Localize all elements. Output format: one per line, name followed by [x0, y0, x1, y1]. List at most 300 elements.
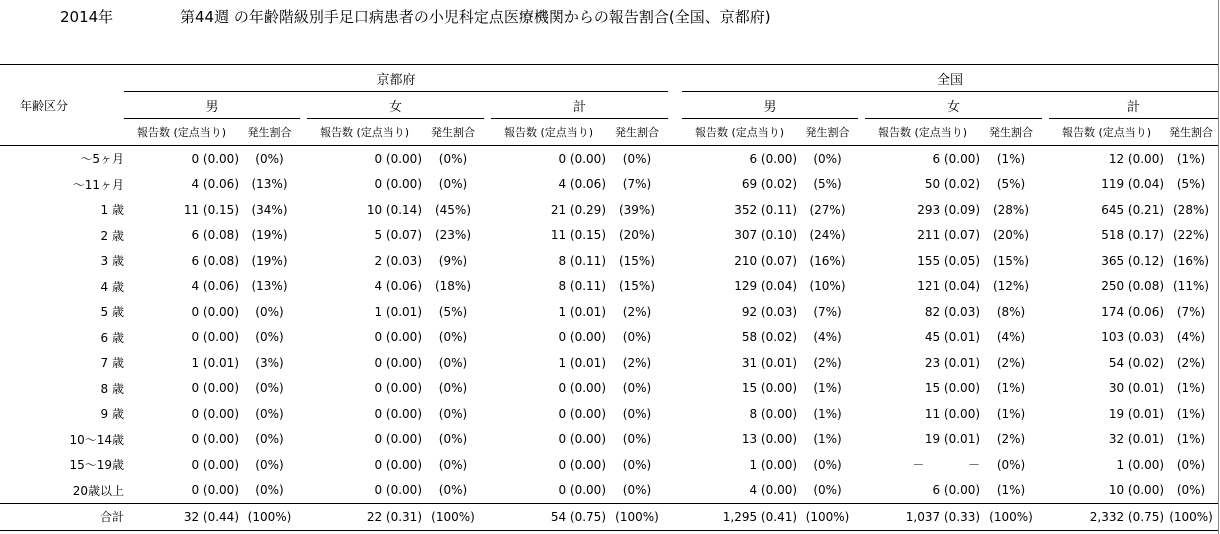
rate-cell: (12%)	[992, 279, 1030, 294]
reports-column-header: 報告数 (定点当り)	[694, 126, 785, 139]
report-count-cell: 0 (0.00)	[374, 355, 422, 370]
table-body	[0, 146, 1218, 531]
report-count-cell: 0 (0.00)	[374, 381, 422, 396]
rate-cell: (1%)	[980, 146, 1042, 172]
report-count-cell: 129 (0.04)	[734, 279, 798, 294]
rate-cell: (0%)	[438, 381, 468, 396]
rate-cell: (0%)	[438, 355, 468, 370]
report-table	[0, 64, 1218, 531]
spacer-cell	[858, 146, 865, 172]
year-label: 2014年	[60, 8, 114, 26]
rate-cell: (0%)	[255, 381, 284, 396]
rate-cell: (24%)	[809, 228, 846, 243]
rate-cell: (100%)	[422, 504, 484, 531]
report-count-cell: 0 (0.00)	[374, 330, 422, 345]
spacer-cell	[300, 376, 307, 402]
report-count-cell: 0 (0.00)	[374, 177, 422, 192]
report-count-cell: 0 (0.00)	[374, 406, 422, 421]
report-count-cell: 2 (0.03)	[374, 253, 422, 268]
report-count-cell: 12 (0.00)	[1049, 146, 1164, 172]
rate-cell: (0%)	[255, 432, 284, 447]
spacer-cell	[484, 197, 491, 223]
report-count-cell: 0 (0.00)	[191, 406, 239, 421]
rate-cell: (4%)	[813, 330, 842, 345]
rate-cell: (8%)	[996, 304, 1026, 319]
report-count-cell: 0 (0.00)	[558, 330, 606, 345]
report-count-cell: 0 (0.00)	[374, 432, 422, 447]
rate-cell: (7%)	[813, 304, 842, 319]
spacer-cell	[484, 427, 491, 453]
table-row	[0, 452, 1218, 478]
spacer-cell	[1042, 299, 1049, 325]
spacer-cell	[858, 504, 865, 531]
rate-cell: (0%)	[622, 432, 652, 447]
spacer-cell	[1042, 146, 1049, 172]
rate-cell: (3%)	[255, 355, 284, 370]
spacer-cell	[1042, 504, 1049, 531]
report-count-cell: 1,295 (0.41)	[682, 504, 797, 531]
spacer-cell	[668, 274, 682, 300]
spacer-cell	[484, 350, 491, 376]
spacer-cell	[300, 223, 307, 249]
rate-cell: (1%)	[1176, 432, 1206, 447]
report-count-cell: 50 (0.02)	[924, 177, 981, 192]
report-count-cell: 8 (0.00)	[749, 406, 798, 421]
report-count-cell: 82 (0.03)	[924, 304, 981, 319]
region-header-kyoto: 京都府	[124, 65, 668, 92]
report-count-cell: 0 (0.00)	[191, 457, 239, 472]
report-count-cell: 365 (0.12)	[1101, 253, 1165, 268]
age-label: ～11ヶ月	[72, 177, 124, 192]
report-count-cell: 1 (0.01)	[191, 355, 239, 370]
rate-cell: (19%)	[251, 253, 288, 268]
rate-cell: (2%)	[622, 304, 652, 319]
spacer-cell	[300, 248, 307, 274]
spacer-cell	[484, 452, 491, 478]
report-count-cell: － －	[912, 458, 981, 473]
rate-cell: (28%)	[992, 202, 1030, 217]
rate-cell: (0%)	[797, 146, 858, 172]
rate-cell: (100%)	[980, 504, 1042, 531]
report-count-cell: 4 (0.06)	[374, 279, 422, 294]
rate-cell: (0%)	[255, 457, 284, 472]
table-row	[0, 223, 1218, 249]
rate-cell: (0%)	[1176, 483, 1206, 498]
report-count-cell: 13 (0.00)	[741, 432, 798, 447]
rate-cell: (2%)	[996, 355, 1026, 370]
rate-column-header: 発生割合	[431, 126, 475, 139]
spacer-cell	[668, 350, 682, 376]
rate-cell: (0%)	[622, 406, 652, 421]
spacer-cell	[668, 325, 682, 351]
rate-cell: (0%)	[622, 330, 652, 345]
report-count-cell: 6 (0.00)	[682, 146, 797, 172]
rate-cell: (100%)	[797, 504, 858, 531]
rate-cell: (1%)	[1176, 406, 1206, 421]
rate-cell: (2%)	[1176, 355, 1206, 370]
spacer-cell	[300, 172, 307, 198]
rate-cell: (0%)	[813, 457, 842, 472]
report-count-cell: 518 (0.17)	[1101, 228, 1165, 243]
report-count-cell: 54 (0.02)	[1108, 355, 1165, 370]
report-count-cell: 0 (0.00)	[491, 146, 606, 172]
spacer-cell	[300, 504, 307, 531]
report-count-cell: 15 (0.00)	[924, 381, 981, 396]
rate-column-header: 発生割合	[1169, 126, 1214, 139]
rate-cell: (19%)	[251, 228, 288, 243]
report-count-cell: 0 (0.00)	[124, 146, 239, 172]
rate-cell: (0%)	[422, 146, 484, 172]
table-row	[0, 427, 1218, 453]
rate-cell: (10%)	[809, 279, 846, 294]
report-count-cell: 0 (0.00)	[191, 432, 239, 447]
spacer-cell	[300, 325, 307, 351]
rate-cell: (7%)	[622, 177, 652, 192]
report-count-cell: 32 (0.44)	[124, 504, 239, 531]
table-row	[0, 248, 1218, 274]
spacer-cell	[300, 299, 307, 325]
report-count-cell: 19 (0.01)	[1108, 406, 1165, 421]
rate-cell: (0%)	[438, 432, 468, 447]
report-count-cell: 307 (0.10)	[734, 228, 798, 243]
report-count-cell: 1 (0.01)	[374, 304, 422, 319]
rate-cell: (22%)	[1173, 228, 1210, 243]
table-row	[0, 350, 1218, 376]
rate-cell: (0%)	[255, 483, 284, 498]
spacer-cell	[484, 401, 491, 427]
page-title	[0, 6, 1220, 28]
rate-cell: (9%)	[438, 253, 468, 268]
report-count-cell: 2,332 (0.75)	[1049, 504, 1164, 531]
table-row	[0, 401, 1218, 427]
spacer-cell	[1042, 350, 1049, 376]
spacer-cell	[1042, 197, 1049, 223]
age-label: 15～19歳	[69, 458, 124, 473]
report-count-cell: 211 (0.07)	[917, 228, 981, 243]
spacer-cell	[300, 401, 307, 427]
rate-cell: (0%)	[438, 457, 468, 472]
report-count-cell: 92 (0.03)	[741, 304, 798, 319]
spacer-cell	[858, 299, 865, 325]
report-count-cell: 0 (0.00)	[558, 381, 606, 396]
age-label: 5 歳	[100, 305, 124, 320]
reports-column-header: 報告数 (定点当り)	[877, 126, 968, 139]
report-count-cell: 0 (0.00)	[191, 381, 239, 396]
rate-cell: (0%)	[255, 304, 284, 319]
table-row	[0, 172, 1218, 198]
rate-cell: (45%)	[434, 202, 472, 217]
total-row	[0, 504, 1218, 531]
report-count-cell: 10 (0.00)	[1108, 483, 1165, 498]
reports-column-header: 報告数 (定点当り)	[503, 126, 594, 139]
table-row	[0, 274, 1218, 300]
rate-cell: (0%)	[255, 406, 284, 421]
sex-header-male: 男	[682, 92, 858, 119]
age-label: 7 歳	[100, 356, 124, 371]
age-label: 2 歳	[100, 228, 124, 243]
spacer-cell	[858, 478, 865, 504]
spacer-cell	[484, 299, 491, 325]
rate-cell: (0%)	[255, 330, 284, 345]
spacer-cell	[1042, 376, 1049, 402]
spacer-cell	[858, 172, 865, 198]
age-label: 20歳以上	[72, 483, 124, 498]
report-count-cell: 6 (0.00)	[932, 483, 981, 498]
rate-cell: (18%)	[434, 279, 472, 294]
report-count-cell: 352 (0.11)	[734, 202, 798, 217]
report-count-cell: 6 (0.08)	[191, 253, 239, 268]
rate-cell: (100%)	[606, 504, 668, 531]
table-row	[0, 299, 1218, 325]
rate-cell: (5%)	[996, 177, 1026, 192]
report-count-cell: 0 (0.00)	[374, 457, 422, 472]
rate-cell: (0%)	[438, 406, 468, 421]
rate-cell: (2%)	[996, 432, 1026, 447]
rate-cell: (0%)	[813, 483, 842, 498]
report-count-cell: 103 (0.03)	[1101, 330, 1165, 345]
rate-column-header: 発生割合	[805, 126, 850, 139]
report-count-cell: 31 (0.01)	[741, 355, 798, 370]
rate-cell: (34%)	[251, 202, 288, 217]
rate-cell: (5%)	[813, 177, 842, 192]
spacer-cell	[484, 248, 491, 274]
rate-cell: (1%)	[996, 483, 1026, 498]
rate-column-header: 発生割合	[989, 126, 1034, 139]
spacer-cell	[858, 452, 865, 478]
report-count-cell: 4 (0.00)	[749, 483, 798, 498]
spacer-cell	[1042, 427, 1049, 453]
spacer-cell	[300, 452, 307, 478]
spacer-cell	[668, 452, 682, 478]
sex-header-female: 女	[865, 92, 1042, 119]
spacer-cell	[484, 274, 491, 300]
spacer-cell	[668, 376, 682, 402]
rate-cell: (23%)	[434, 228, 472, 243]
reports-column-header: 報告数 (定点当り)	[136, 126, 227, 139]
rate-cell: (0%)	[996, 457, 1026, 472]
report-count-cell: 10 (0.14)	[366, 202, 422, 217]
age-label: 4 歳	[100, 279, 124, 294]
reports-column-header: 報告数 (定点当り)	[319, 126, 410, 139]
spacer-cell	[300, 274, 307, 300]
table-row	[0, 376, 1218, 402]
rate-cell: (1%)	[996, 406, 1026, 421]
report-count-cell: 1,037 (0.33)	[865, 504, 980, 531]
frame-border	[1218, 0, 1219, 534]
report-count-cell: 58 (0.02)	[741, 330, 798, 345]
rate-cell: (20%)	[618, 228, 656, 243]
spacer-cell	[484, 504, 491, 531]
rate-cell: (100%)	[1164, 504, 1218, 531]
report-count-cell: 15 (0.00)	[741, 381, 798, 396]
spacer-cell	[668, 146, 682, 172]
age-label: 6 歳	[100, 330, 124, 345]
spacer-cell	[1042, 274, 1049, 300]
report-count-cell: 0 (0.00)	[191, 304, 239, 319]
spacer-cell	[858, 376, 865, 402]
age-label: 8 歳	[100, 381, 124, 396]
report-count-cell: 23 (0.01)	[924, 355, 981, 370]
report-count-cell: 119 (0.04)	[1101, 177, 1165, 192]
table-row	[0, 146, 1218, 172]
spacer-cell	[668, 223, 682, 249]
sex-header-female: 女	[307, 92, 484, 119]
spacer-cell	[484, 376, 491, 402]
spacer-cell	[668, 248, 682, 274]
spacer-cell	[300, 350, 307, 376]
rate-column-header: 発生割合	[615, 126, 659, 139]
report-count-cell: 0 (0.00)	[558, 457, 606, 472]
report-count-cell: 21 (0.29)	[550, 202, 606, 217]
rate-column-header: 発生割合	[247, 126, 292, 139]
report-count-cell: 11 (0.15)	[183, 202, 239, 217]
spacer-cell	[300, 197, 307, 223]
rate-cell: (0%)	[438, 483, 468, 498]
rate-cell: (15%)	[618, 279, 656, 294]
region-header-national: 全国	[682, 65, 1218, 92]
age-column-header: 年齢区分	[0, 65, 124, 146]
report-count-cell: 0 (0.00)	[558, 483, 606, 498]
rate-cell: (2%)	[622, 355, 652, 370]
rate-cell: (13%)	[251, 279, 288, 294]
report-count-cell: 19 (0.01)	[924, 432, 981, 447]
rate-cell: (7%)	[1176, 304, 1206, 319]
spacer-cell	[858, 223, 865, 249]
age-label: 10～14歳	[69, 432, 124, 447]
reports-column-header: 報告数 (定点当り)	[1061, 126, 1152, 139]
spacer-cell	[300, 478, 307, 504]
rate-cell: (11%)	[1173, 279, 1210, 294]
spacer-cell	[858, 197, 865, 223]
report-count-cell: 174 (0.06)	[1101, 304, 1165, 319]
report-count-cell: 0 (0.00)	[558, 432, 606, 447]
rate-cell: (0%)	[622, 457, 652, 472]
rate-cell: (1%)	[1176, 381, 1206, 396]
report-count-cell: 5 (0.07)	[374, 228, 422, 243]
rate-cell: (13%)	[251, 177, 288, 192]
spacer-cell	[858, 248, 865, 274]
report-count-cell: 69 (0.02)	[741, 177, 798, 192]
spacer-cell	[668, 172, 682, 198]
spacer-cell	[668, 299, 682, 325]
spacer-cell	[484, 172, 491, 198]
age-label: 3 歳	[100, 254, 124, 269]
report-count-cell: 8 (0.11)	[558, 253, 606, 268]
report-count-cell: 30 (0.01)	[1108, 381, 1165, 396]
rate-cell: (15%)	[618, 253, 656, 268]
rate-cell: (2%)	[813, 355, 842, 370]
sex-header-male: 男	[124, 92, 300, 119]
rate-cell: (0%)	[622, 483, 652, 498]
report-count-cell: 645 (0.21)	[1101, 202, 1165, 217]
rate-cell: (1%)	[1164, 146, 1218, 172]
report-count-cell: 6 (0.00)	[865, 146, 980, 172]
report-count-cell: 4 (0.06)	[558, 177, 606, 192]
report-count-cell: 11 (0.15)	[550, 228, 606, 243]
report-title: 第44週 の年齢階級別手足口病患者の小児科定点医療機関からの報告割合(全国、京都府)	[180, 8, 771, 26]
spacer-cell	[1042, 401, 1049, 427]
report-count-cell: 0 (0.00)	[558, 406, 606, 421]
spacer-cell	[484, 478, 491, 504]
report-count-cell: 22 (0.31)	[307, 504, 422, 531]
spacer-cell	[1042, 223, 1049, 249]
report-count-cell: 250 (0.08)	[1101, 279, 1165, 294]
rate-cell: (4%)	[996, 330, 1026, 345]
report-count-cell: 0 (0.00)	[307, 146, 422, 172]
rate-cell: (28%)	[1173, 202, 1210, 217]
spacer-cell	[484, 223, 491, 249]
spacer-cell	[1042, 248, 1049, 274]
report-count-cell: 0 (0.00)	[191, 483, 239, 498]
report-count-cell: 155 (0.05)	[917, 253, 981, 268]
spacer-cell	[668, 504, 682, 531]
rate-cell: (5%)	[1176, 177, 1206, 192]
report-count-cell: 0 (0.00)	[191, 330, 239, 345]
age-label: 1 歳	[100, 203, 124, 218]
spacer-cell	[668, 197, 682, 223]
rate-cell: (1%)	[813, 406, 842, 421]
rate-cell: (5%)	[438, 304, 468, 319]
spacer-cell	[484, 325, 491, 351]
report-count-cell: 293 (0.09)	[917, 202, 981, 217]
report-count-cell: 11 (0.00)	[924, 406, 981, 421]
rate-cell: (0%)	[606, 146, 668, 172]
rate-cell: (1%)	[996, 381, 1026, 396]
age-label: 9 歳	[100, 407, 124, 422]
spacer-cell	[484, 146, 491, 172]
report-count-cell: 54 (0.75)	[491, 504, 606, 531]
spacer-cell	[858, 401, 865, 427]
report-count-cell: 6 (0.08)	[191, 228, 239, 243]
spacer-cell	[858, 427, 865, 453]
spacer-cell	[668, 427, 682, 453]
rate-cell: (27%)	[809, 202, 846, 217]
rate-cell: (1%)	[813, 381, 842, 396]
report-count-cell: 32 (0.01)	[1108, 432, 1165, 447]
report-count-cell: 4 (0.06)	[191, 177, 239, 192]
spacer-cell	[1042, 172, 1049, 198]
report-count-cell: 1 (0.01)	[558, 304, 606, 319]
spacer-cell	[1042, 478, 1049, 504]
spacer-cell	[1042, 325, 1049, 351]
table-row	[0, 478, 1218, 504]
age-label: ～5ヶ月	[0, 146, 124, 172]
total-label: 合計	[0, 504, 124, 531]
spacer-cell	[858, 325, 865, 351]
rate-cell: (0%)	[622, 381, 652, 396]
table-row	[0, 197, 1218, 223]
sex-header-total: 計	[1049, 92, 1218, 119]
rate-cell: (15%)	[992, 253, 1030, 268]
table-row	[0, 325, 1218, 351]
rate-cell: (16%)	[809, 253, 846, 268]
rate-cell: (1%)	[813, 432, 842, 447]
rate-cell: (16%)	[1173, 253, 1210, 268]
rate-cell: (0%)	[438, 177, 468, 192]
spacer-cell	[668, 401, 682, 427]
report-count-cell: 45 (0.01)	[924, 330, 981, 345]
rate-cell: (39%)	[618, 202, 656, 217]
rate-cell: (0%)	[438, 330, 468, 345]
rate-cell: (100%)	[239, 504, 300, 531]
report-count-cell: 1 (0.00)	[749, 457, 798, 472]
report-count-cell: 210 (0.07)	[734, 253, 798, 268]
spacer-cell	[668, 478, 682, 504]
rate-cell: (0%)	[1176, 457, 1206, 472]
report-count-cell: 8 (0.11)	[558, 279, 606, 294]
spacer-cell	[858, 350, 865, 376]
spacer-cell	[300, 427, 307, 453]
